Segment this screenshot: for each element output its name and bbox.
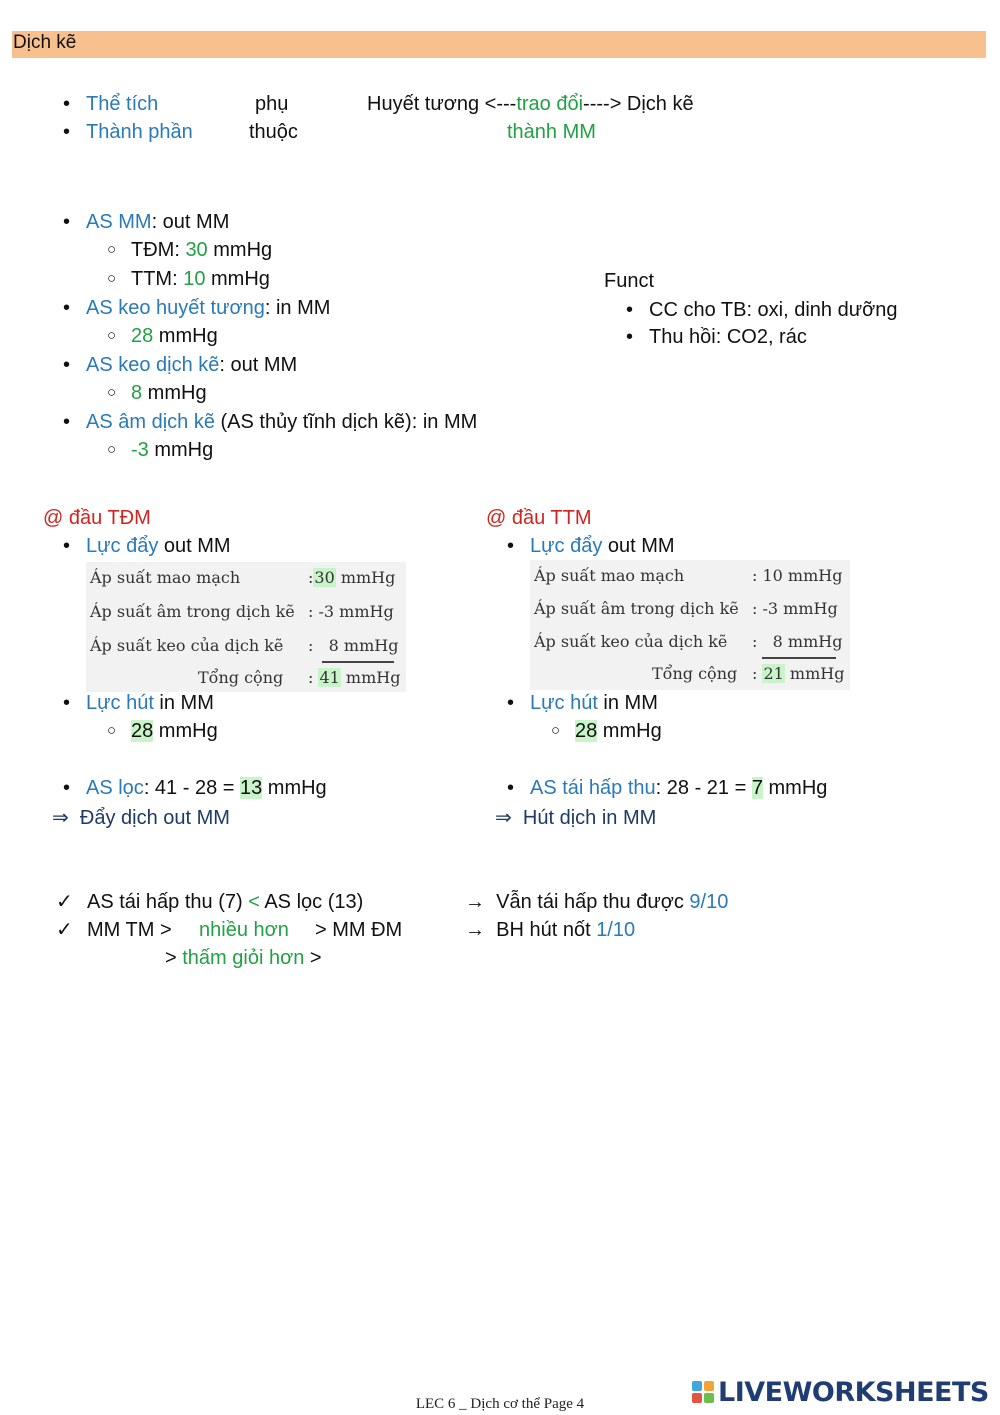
section-title: Dịch kẽ	[13, 32, 77, 53]
left-conclusion: ⇒ Đẩy dịch out MM	[52, 807, 230, 829]
pressure-keo-huyet-tuong: • AS keo huyết tương: in MM	[86, 295, 330, 321]
left-pull: • Lực hút in MM	[86, 690, 214, 716]
right-push: • Lực đẩy out MM	[530, 533, 675, 559]
intro-component: thành MM	[507, 121, 596, 143]
right-pull: • Lực hút in MM	[530, 690, 658, 716]
intro-item-volume: • Thể tích	[86, 91, 158, 117]
right-pull-value: ○ 28 mmHg	[575, 718, 662, 744]
implies-icon: ⇒	[495, 807, 512, 829]
left-push: • Lực đẩy out MM	[86, 533, 231, 559]
logo-square	[704, 1381, 714, 1391]
summary-check-1: ✓ AS tái hấp thu (7) < AS lọc (13)	[87, 889, 363, 915]
pressure-am-dich-ke-value: ○ -3 mmHg	[131, 437, 213, 463]
table-row-label: Áp suất mao mạch	[534, 566, 685, 585]
table-row-label: Áp suất keo của dịch kẽ	[534, 632, 728, 651]
implies-icon: ⇒	[52, 807, 69, 829]
table-row-value: :30 mmHg	[308, 568, 396, 587]
intro-word-thuoc: thuộc	[249, 121, 298, 143]
table-row-label: Áp suất âm trong dịch kẽ	[534, 599, 739, 618]
table-row-label: Áp suất mao mạch	[90, 568, 241, 587]
table-sum-rule	[762, 657, 836, 659]
pressure-keo-dich-ke-value: ○ 8 mmHg	[131, 380, 207, 406]
pressure-keo-dich-ke: • AS keo dịch kẽ: out MM	[86, 352, 297, 378]
summary-check-2: ✓ MM TM >	[87, 917, 172, 943]
right-heading: @ đầu TTM	[486, 507, 592, 529]
table-row-label: Áp suất âm trong dịch kẽ	[90, 602, 295, 621]
table-total-label: Tổng cộng	[652, 664, 738, 683]
logo-square	[692, 1393, 702, 1403]
left-heading: @ đầu TĐM	[43, 507, 151, 529]
right-conclusion: ⇒ Hút dịch in MM	[495, 807, 657, 829]
table-total-value: : 41 mmHg	[308, 668, 401, 687]
liveworksheets-logo[interactable]	[692, 1376, 989, 1408]
logo-square	[692, 1381, 702, 1391]
right-reabsorption: • AS tái hấp thu: 28 - 21 = 7 mmHg	[530, 775, 827, 801]
right-arrow-icon: →	[465, 919, 485, 941]
page-footer: LEC 6 _ Dịch cơ thể Page 4	[415, 1396, 585, 1412]
intro-exchange: Huyết tương <---trao đổi----> Dịch kẽ	[367, 93, 694, 115]
pressure-ttm: ○ TTM: 10 mmHg	[131, 266, 270, 292]
right-pressure-table	[530, 560, 850, 690]
summary-result-1: → Vẫn tái hấp thu được 9/10	[465, 891, 729, 913]
table-total-label: Tổng cộng	[198, 668, 284, 687]
summary-result-2: → BH hút nốt 1/10	[465, 919, 636, 941]
funct-item-collect: • Thu hồi: CO2, rác	[649, 324, 807, 350]
right-arrow-icon: →	[465, 891, 485, 913]
logo-text: LIVEWORKSHEETS	[718, 1376, 989, 1408]
table-row-value: : -3 mmHg	[752, 599, 838, 618]
funct-item-supply: • CC cho TB: oxi, dinh dưỡng	[649, 297, 897, 323]
summary-check-2-middle: nhiều hơn	[199, 919, 289, 941]
summary-check-2-after: > MM ĐM	[315, 919, 403, 941]
pressure-tdm: ○ TĐM: 30 mmHg	[131, 237, 272, 263]
intro-word-phu: phụ	[255, 93, 289, 115]
summary-check-3: > thấm giỏi hơn >	[165, 947, 322, 969]
section-header	[12, 31, 986, 58]
table-row-value: : 8 mmHg	[308, 636, 399, 655]
table-row-label: Áp suất keo của dịch kẽ	[90, 636, 284, 655]
logo-square	[704, 1393, 714, 1403]
left-filtration: • AS lọc: 41 - 28 = 13 mmHg	[86, 775, 327, 801]
pressure-as-mm: • AS MM: out MM	[86, 209, 229, 235]
pressure-am-dich-ke: • AS âm dịch kẽ (AS thủy tĩnh dịch kẽ): in MM	[86, 409, 477, 435]
pressure-keo-huyet-tuong-value: ○ 28 mmHg	[131, 323, 218, 349]
left-pull-value: ○ 28 mmHg	[131, 718, 218, 744]
left-pressure-table	[86, 562, 406, 692]
table-row-value: : 8 mmHg	[752, 632, 843, 651]
table-total-value: : 21 mmHg	[752, 664, 845, 683]
table-row-value: : -3 mmHg	[308, 602, 394, 621]
table-row-value: : 10 mmHg	[752, 566, 843, 585]
intro-item-composition: • Thành phần	[86, 119, 193, 145]
logo-mark-icon	[692, 1381, 714, 1403]
table-sum-rule	[322, 661, 394, 663]
funct-title: Funct	[604, 270, 655, 292]
